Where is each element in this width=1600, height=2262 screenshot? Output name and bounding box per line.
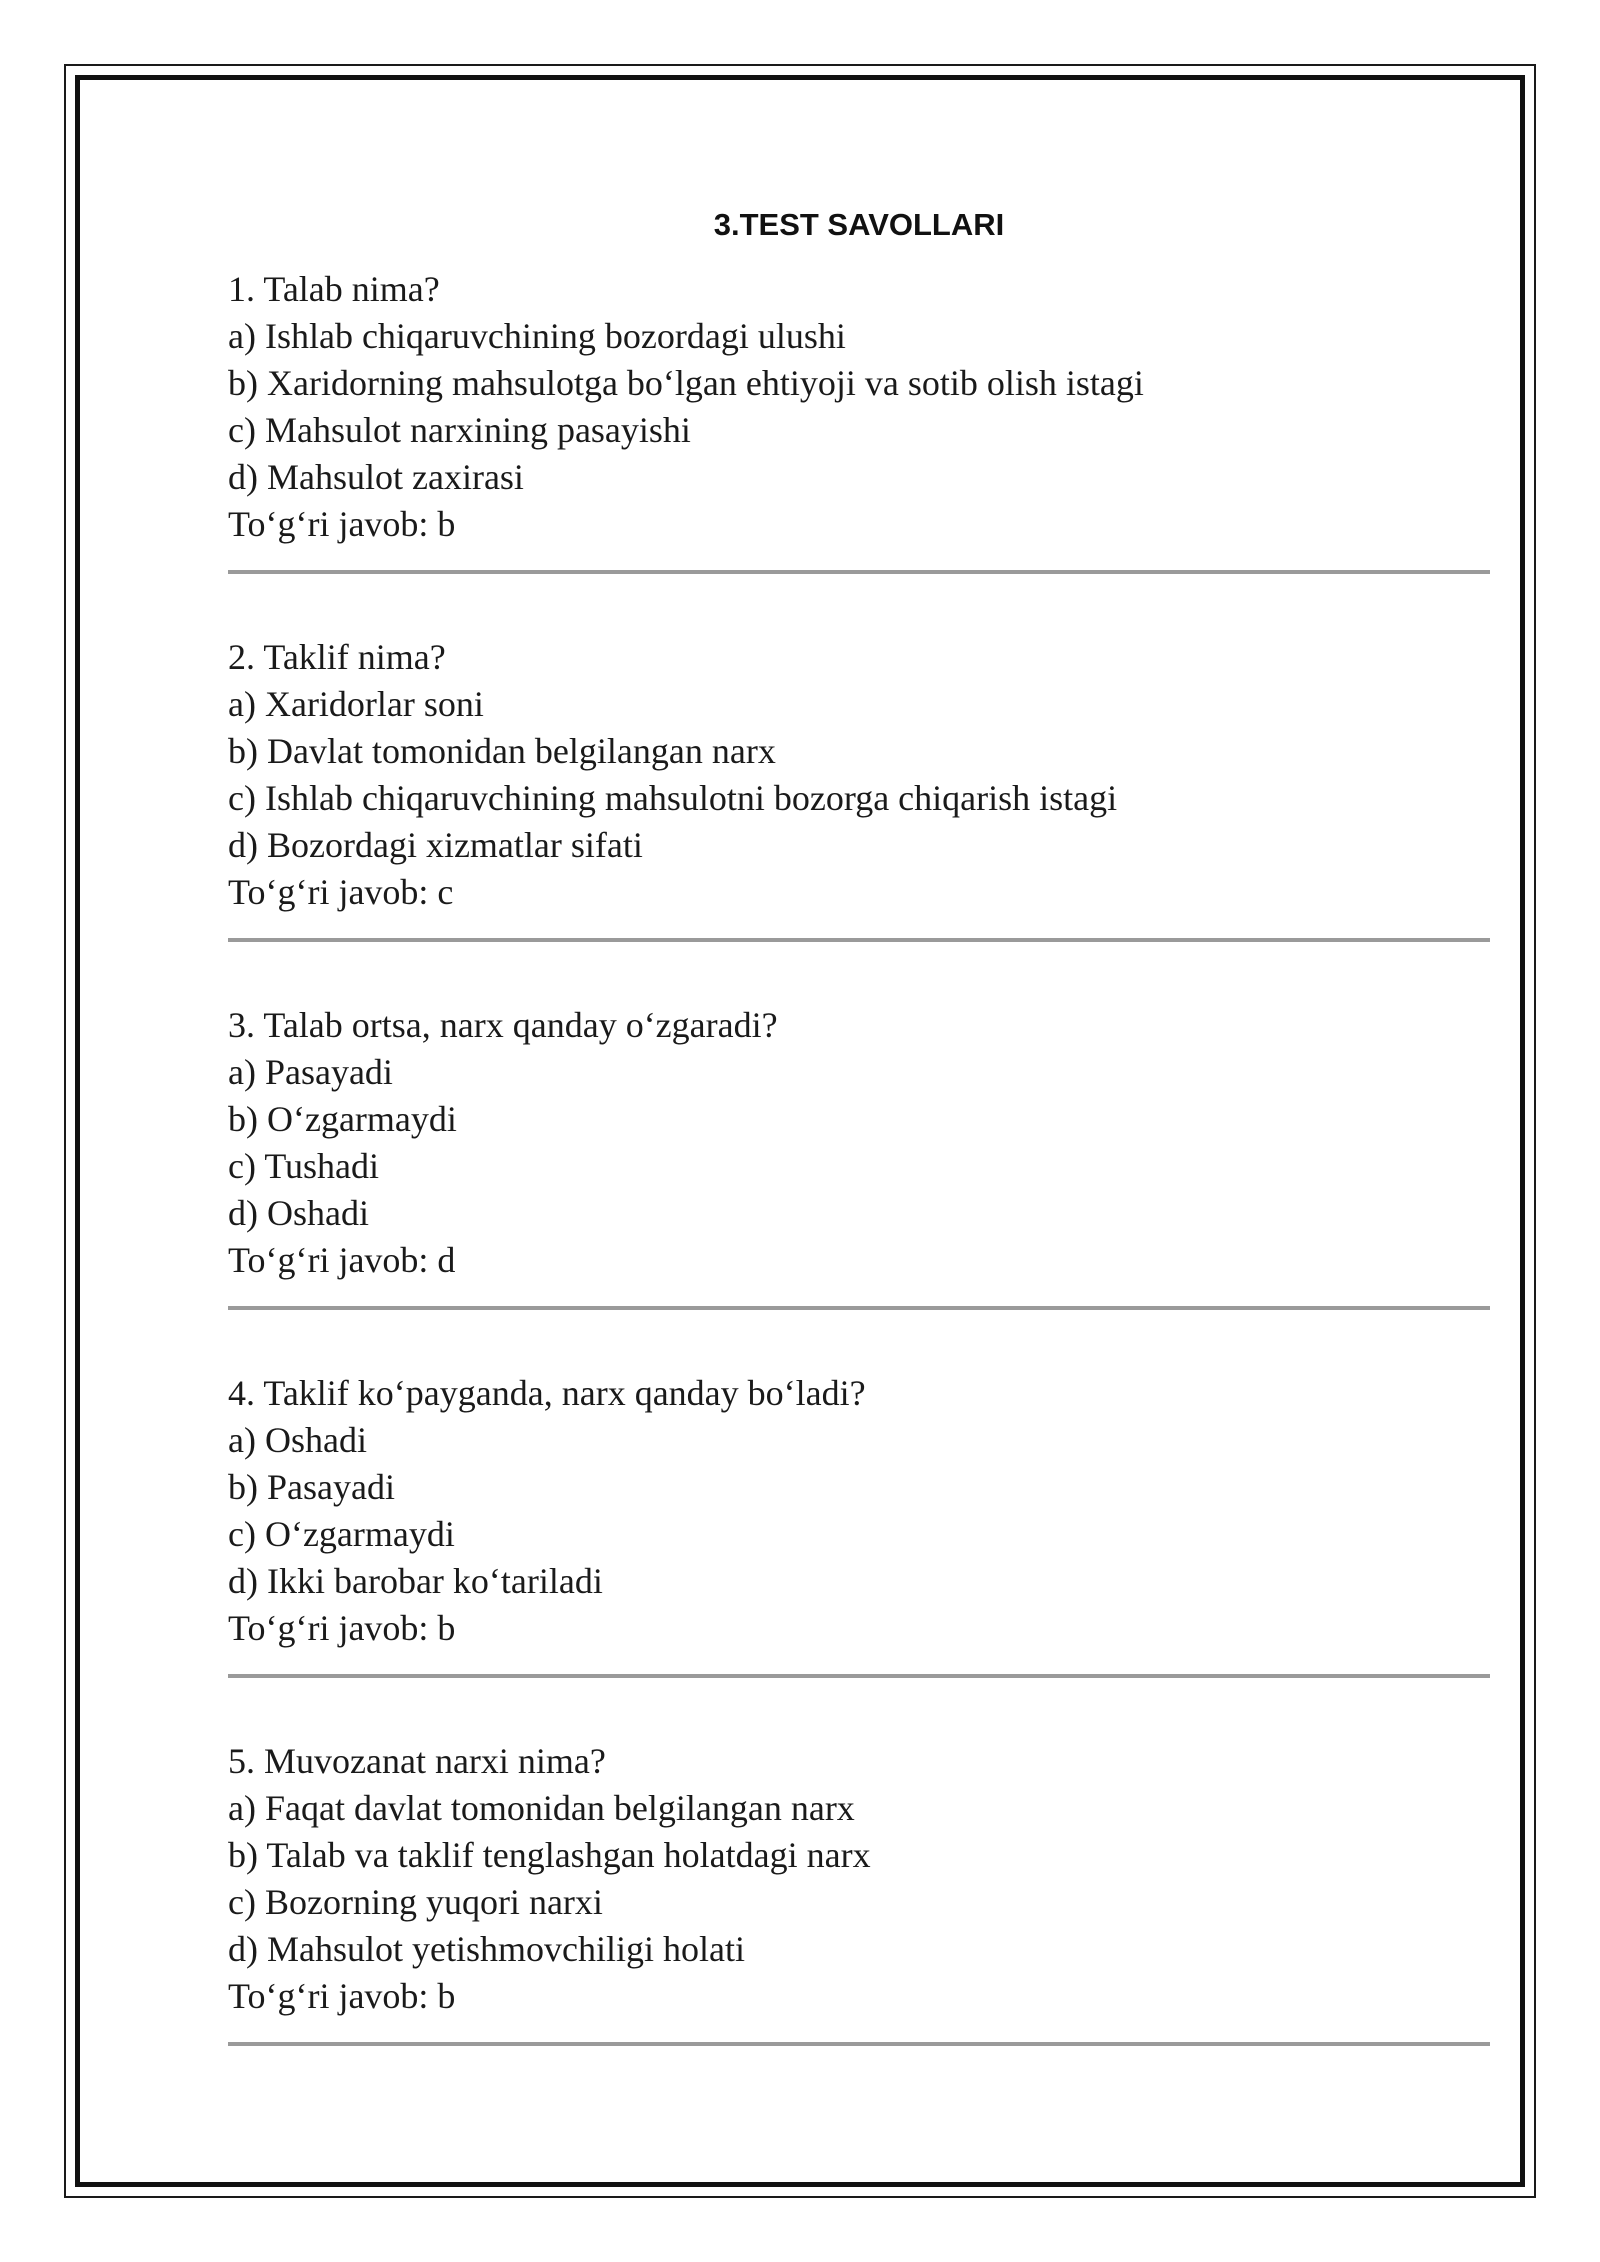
option-b: b) Xaridorning mahsulotga bo‘lgan ehtiyoji va sotib olish istagi [228, 363, 1144, 403]
divider [228, 938, 1490, 942]
option-a: a) Xaridorlar soni [228, 684, 484, 724]
correct-answer: To‘g‘ri javob: b [228, 504, 456, 544]
option-b: b) O‘zgarmaydi [228, 1099, 457, 1139]
question-text: 3. Talab ortsa, narx qanday o‘zgaradi? [228, 1005, 778, 1045]
option-d: d) Ikki barobar ko‘tariladi [228, 1561, 603, 1601]
option-d: d) Oshadi [228, 1193, 369, 1233]
divider [228, 1306, 1490, 1310]
page-title: 3.TEST SAVOLLARI [713, 207, 1005, 242]
question-block [228, 1738, 1490, 2046]
correct-answer: To‘g‘ri javob: c [228, 872, 454, 912]
question-block [228, 634, 1490, 942]
divider [228, 570, 1490, 574]
option-c: c) Ishlab chiqaruvchining mahsulotni bozorga chiqarish istagi [228, 778, 1118, 818]
question-block [228, 1370, 1490, 1678]
question-block [228, 1002, 1490, 1310]
question-text: 1. Talab nima? [228, 269, 440, 309]
option-c: c) Mahsulot narxining pasayishi [228, 410, 691, 450]
option-d: d) Mahsulot yetishmovchiligi holati [228, 1929, 745, 1969]
question-text: 5. Muvozanat narxi nima? [228, 1741, 606, 1781]
option-d: d) Bozordagi xizmatlar sifati [228, 825, 643, 865]
correct-answer: To‘g‘ri javob: b [228, 1608, 456, 1648]
divider [228, 2042, 1490, 2046]
correct-answer: To‘g‘ri javob: d [228, 1240, 456, 1280]
option-a: a) Oshadi [228, 1420, 367, 1460]
document-content [228, 200, 1490, 2106]
question-block [228, 266, 1490, 574]
option-c: c) O‘zgarmaydi [228, 1514, 455, 1554]
question-text: 2. Taklif nima? [228, 637, 446, 677]
option-a: a) Ishlab chiqaruvchining bozordagi ulushi [228, 316, 846, 356]
option-a: a) Faqat davlat tomonidan belgilangan narx [228, 1788, 855, 1828]
divider [228, 1674, 1490, 1678]
option-c: c) Tushadi [228, 1146, 380, 1186]
correct-answer: To‘g‘ri javob: b [228, 1976, 456, 2016]
option-b: b) Davlat tomonidan belgilangan narx [228, 731, 776, 771]
question-text: 4. Taklif ko‘payganda, narx qanday bo‘ladi? [228, 1373, 866, 1413]
option-a: a) Pasayadi [228, 1052, 393, 1092]
option-b: b) Pasayadi [228, 1467, 395, 1507]
option-b: b) Talab va taklif tenglashgan holatdagi narx [228, 1835, 871, 1875]
option-d: d) Mahsulot zaxirasi [228, 457, 524, 497]
option-c: c) Bozorning yuqori narxi [228, 1882, 603, 1922]
